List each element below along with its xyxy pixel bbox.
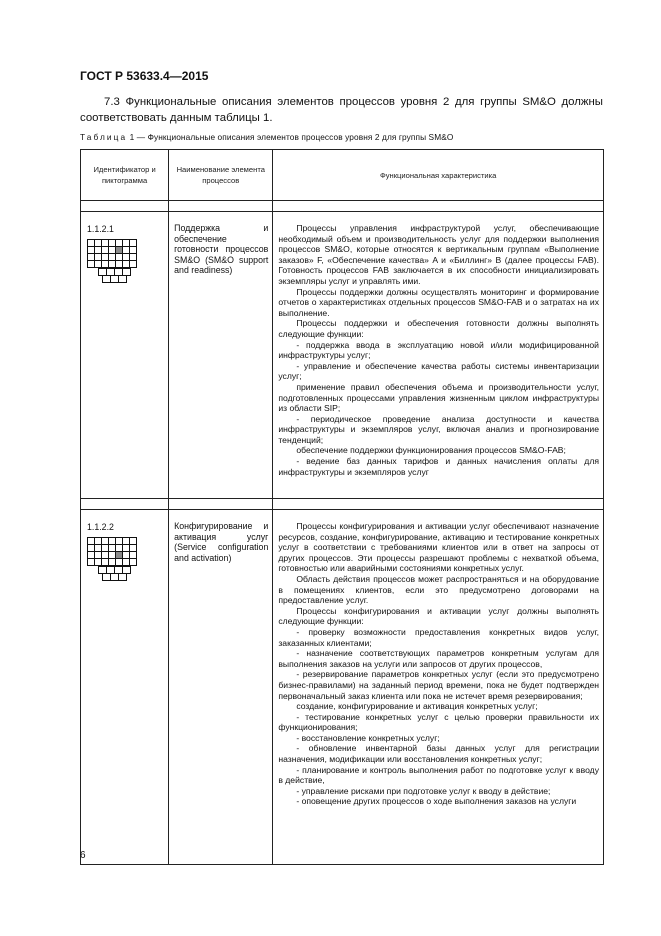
desc-paragraph: - оповещение других процессов о ходе выполнения заказов на услуги	[296, 796, 577, 807]
process-id: 1.1.2.2	[87, 522, 114, 532]
desc-paragraph: - назначение соответствующих параметров конкретным услугам для выполнения заказов на услуги или запросов от других процессов,	[278, 648, 599, 669]
table-row	[81, 212, 604, 499]
caption-label: Таблица	[80, 132, 128, 142]
header-id: Идентификатор и пиктограмма	[81, 150, 169, 201]
process-pictogram-icon	[87, 537, 141, 585]
name-cell: Конфигурирование и активация услуг (Service configuration and activation)	[169, 510, 273, 865]
table-row	[81, 510, 604, 865]
table-caption	[80, 132, 453, 142]
document-code: ГОСТ Р 53633.4—2015	[80, 69, 209, 83]
process-id: 1.1.2.1	[87, 224, 114, 234]
desc-paragraph: - планирование и контроль выполнения работ по подготовке услуг к вводу в действие,	[278, 764, 599, 786]
header-desc: Функциональная характеристика	[273, 150, 604, 201]
intro-paragraph: 7.3 Функциональные описания элементов процессов уровня 2 для группы SM&O должны соответствовать данным таблицы 1.	[80, 96, 603, 124]
page-number: 6	[80, 850, 86, 861]
table-spacer-row	[81, 499, 604, 510]
desc-paragraph: - управление рисками при подготовке услуг к вводу в действие;	[296, 785, 551, 796]
desc-paragraph: - восстановление конкретных услуг;	[296, 732, 440, 743]
desc-paragraph: Процессы конфигурирования и активации услуг обеспечивают назначение ресурсов, создание, конфигурирование, активацию и тестирование конкретных услуг в соответствии с требованиями клиентов или в ответ на запросы от других процессов. Эти процессы разрешают проблемы с нехваткой объема, готовностью или аварийными состояниями конкретных услуг.	[278, 521, 599, 574]
desc-paragraph: - обновление инвентарной базы данных услуг для регистрации назначения, модификации или восстановления конкретных услуг;	[278, 743, 599, 765]
name-cell: Поддержка и обеспечение готовности процессов SM&O (SM&O support and readiness)	[169, 212, 273, 499]
desc-paragraph: - управление и обеспечение качества работы системы инвентаризации услуг;	[278, 360, 599, 382]
functions-table	[80, 149, 604, 865]
desc-paragraph: применение правил обеспечения объема и производительности услуг, подготовленных процессами управления жизненным циклом инфраструктуры из области SIP;	[278, 381, 599, 414]
desc-paragraph: Процессы управления инфраструктурой услуг, обеспечивающие необходимый объем и производительность услуг для поддержки выполнения процессов SM&O, которые относятся к вертикальным группам «Выполнение заказов» F, «Обеспечение качества» A и «Биллинг» B (далее процессы FAB). Готовность процессов FAB заключается в их способности инициализировать экземпляры услуг и управлять ими.	[278, 223, 599, 286]
desc-paragraph: - периодическое проведение анализа доступности и качества инфраструктуры и экземпляров услуг, включая анализ и прогнозирование тенденций;	[278, 413, 599, 445]
desc-paragraph: - тестирование конкретных услуг с целью проверки правильности их функционирования;	[278, 711, 599, 733]
caption-text: — Функциональные описания элементов процессов уровня 2 для группы SM&O	[136, 132, 454, 142]
desc-cell	[273, 510, 604, 865]
caption-number: 1	[129, 132, 135, 142]
table-spacer-row	[81, 201, 604, 212]
desc-paragraph: Процессы поддержки должны осуществлять мониторинг и формирование отчетов о характеристиках отдельных процессов SM&O-FAB и о затратах на их выполнение.	[278, 286, 599, 318]
desc-paragraph: - проверку возможности предоставления конкретных видов услуг, заказанных клиентами;	[278, 626, 599, 648]
desc-paragraph: - ведение баз данных тарифов и данных начисления оплаты для инфраструктуры и экземпляров услуг	[278, 456, 599, 477]
desc-paragraph: Процессы конфигурирования и активации услуг должны выполнять следующие функции:	[278, 605, 599, 627]
desc-paragraph: - резервирование параметров конкретных услуг (если это предусмотрено бизнес-правилами) на заданный период времени, пока не будет подтвержден первоначальный заказ клиента или пока не истечет время резервирования;	[278, 669, 599, 701]
desc-paragraph: обеспечение поддержки функционирования процессов SM&O-FAB;	[296, 445, 566, 456]
table-header-row	[81, 150, 604, 201]
process-pictogram-icon	[87, 239, 141, 287]
id-cell	[81, 212, 169, 499]
desc-paragraph: - поддержка ввода в эксплуатацию новой и/или модифицированной инфраструктуры услуг;	[278, 339, 599, 361]
desc-cell	[273, 212, 604, 499]
desc-paragraph: Процессы поддержки и обеспечения готовности должны выполнять следующие функции:	[278, 318, 599, 339]
desc-paragraph: Область действия процессов может распространяться и на оборудование в помещениях клиентов, если это предусмотрено договорами на предоставление услуг.	[278, 573, 599, 606]
id-cell	[81, 510, 169, 865]
header-name: Наименование элемента процессов	[169, 150, 273, 201]
desc-paragraph: создание, конфигурирование и активация конкретных услуг;	[296, 701, 538, 712]
